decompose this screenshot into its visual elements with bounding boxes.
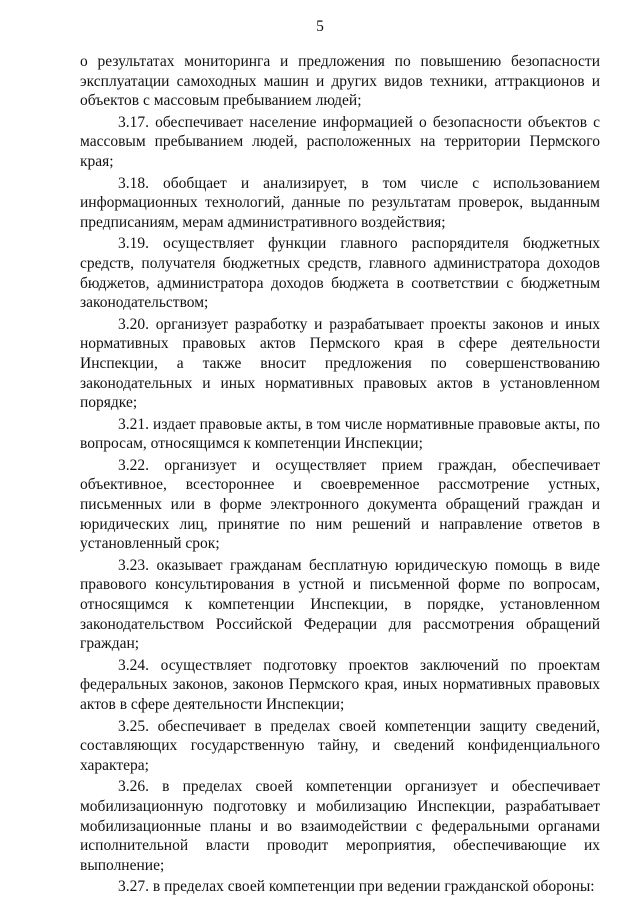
- clause-3-21: 3.21. издает правовые акты, в том числе нормативные правовые акты, по вопросам, относящимся к компетенции Инспекции;: [80, 415, 600, 453]
- clause-3-27: 3.27. в пределах своей компетенции при ведении гражданской обороны:: [118, 878, 595, 896]
- clause-3-22: 3.22. организует и осуществляет прием граждан, обеспечивает объективное, всестороннее и своевременное рассмотрение устных, письменных или в форме электронного документа обращений граждан и юридических лиц, принятие по ним решений и направление ответов в установленный срок;: [80, 456, 600, 553]
- clause-3-24: 3.24. осуществляет подготовку проектов заключений по проектам федеральных законов, законов Пермского края, иных нормативных правовых актов в сфере деятельности Инспекции;: [80, 656, 600, 713]
- clause-3-26: 3.26. в пределах своей компетенции организует и обеспечивает мобилизационную подготовку и мобилизацию Инспекции, разрабатывает мобилизационные планы и во взаимодействии с федеральными органами исполнительной власти проводит мероприятия, обеспечивающие их выполнение;: [80, 778, 600, 874]
- page-number: 5: [316, 18, 324, 35]
- paragraph-continuation: о результатах мониторинга и предложения по повышению безопасности эксплуатации самоходных машин и других видов техники, аттракционов и объектов с массовым пребыванием людей;: [80, 53, 600, 110]
- clause-3-23: 3.23. оказывает гражданам бесплатную юридическую помощь в виде правового консультирования в устной и письменной форме по вопросам, относящимся к компетенции Инспекции, в порядке, установленном законодательством Российской Федерации для рассмотрения обращений граждан;: [80, 556, 600, 653]
- clause-3-20: 3.20. организует разработку и разрабатывает проекты законов и иных нормативных правовых актов Пермского края в сфере деятельности Инспекции, а также вносит предложения по совершенствованию законодательных и иных нормативных правовых актов в установленном порядке;: [80, 315, 600, 412]
- clause-3-17: 3.17. обеспечивает население информацией о безопасности объектов с массовым пребыванием людей, расположенных на территории Пермского края;: [80, 113, 600, 170]
- clause-3-18: 3.18. обобщает и анализирует, в том числе с использованием информационных технологий, данные по результатам проверок, выданным предписаниям, мерам административного воздействия;: [80, 174, 600, 231]
- clause-3-25: 3.25. обеспечивает в пределах своей компетенции защиту сведений, составляющих государственную тайну, и сведений конфиденциального характера;: [80, 717, 600, 774]
- clause-3-19: 3.19. осуществляет функции главного распорядителя бюджетных средств, получателя бюджетных средств, главного администратора доходов бюджетов, администратора доходов бюджета в соответствии с бюджетным законодательством;: [80, 235, 600, 312]
- document-body: [80, 52, 600, 899]
